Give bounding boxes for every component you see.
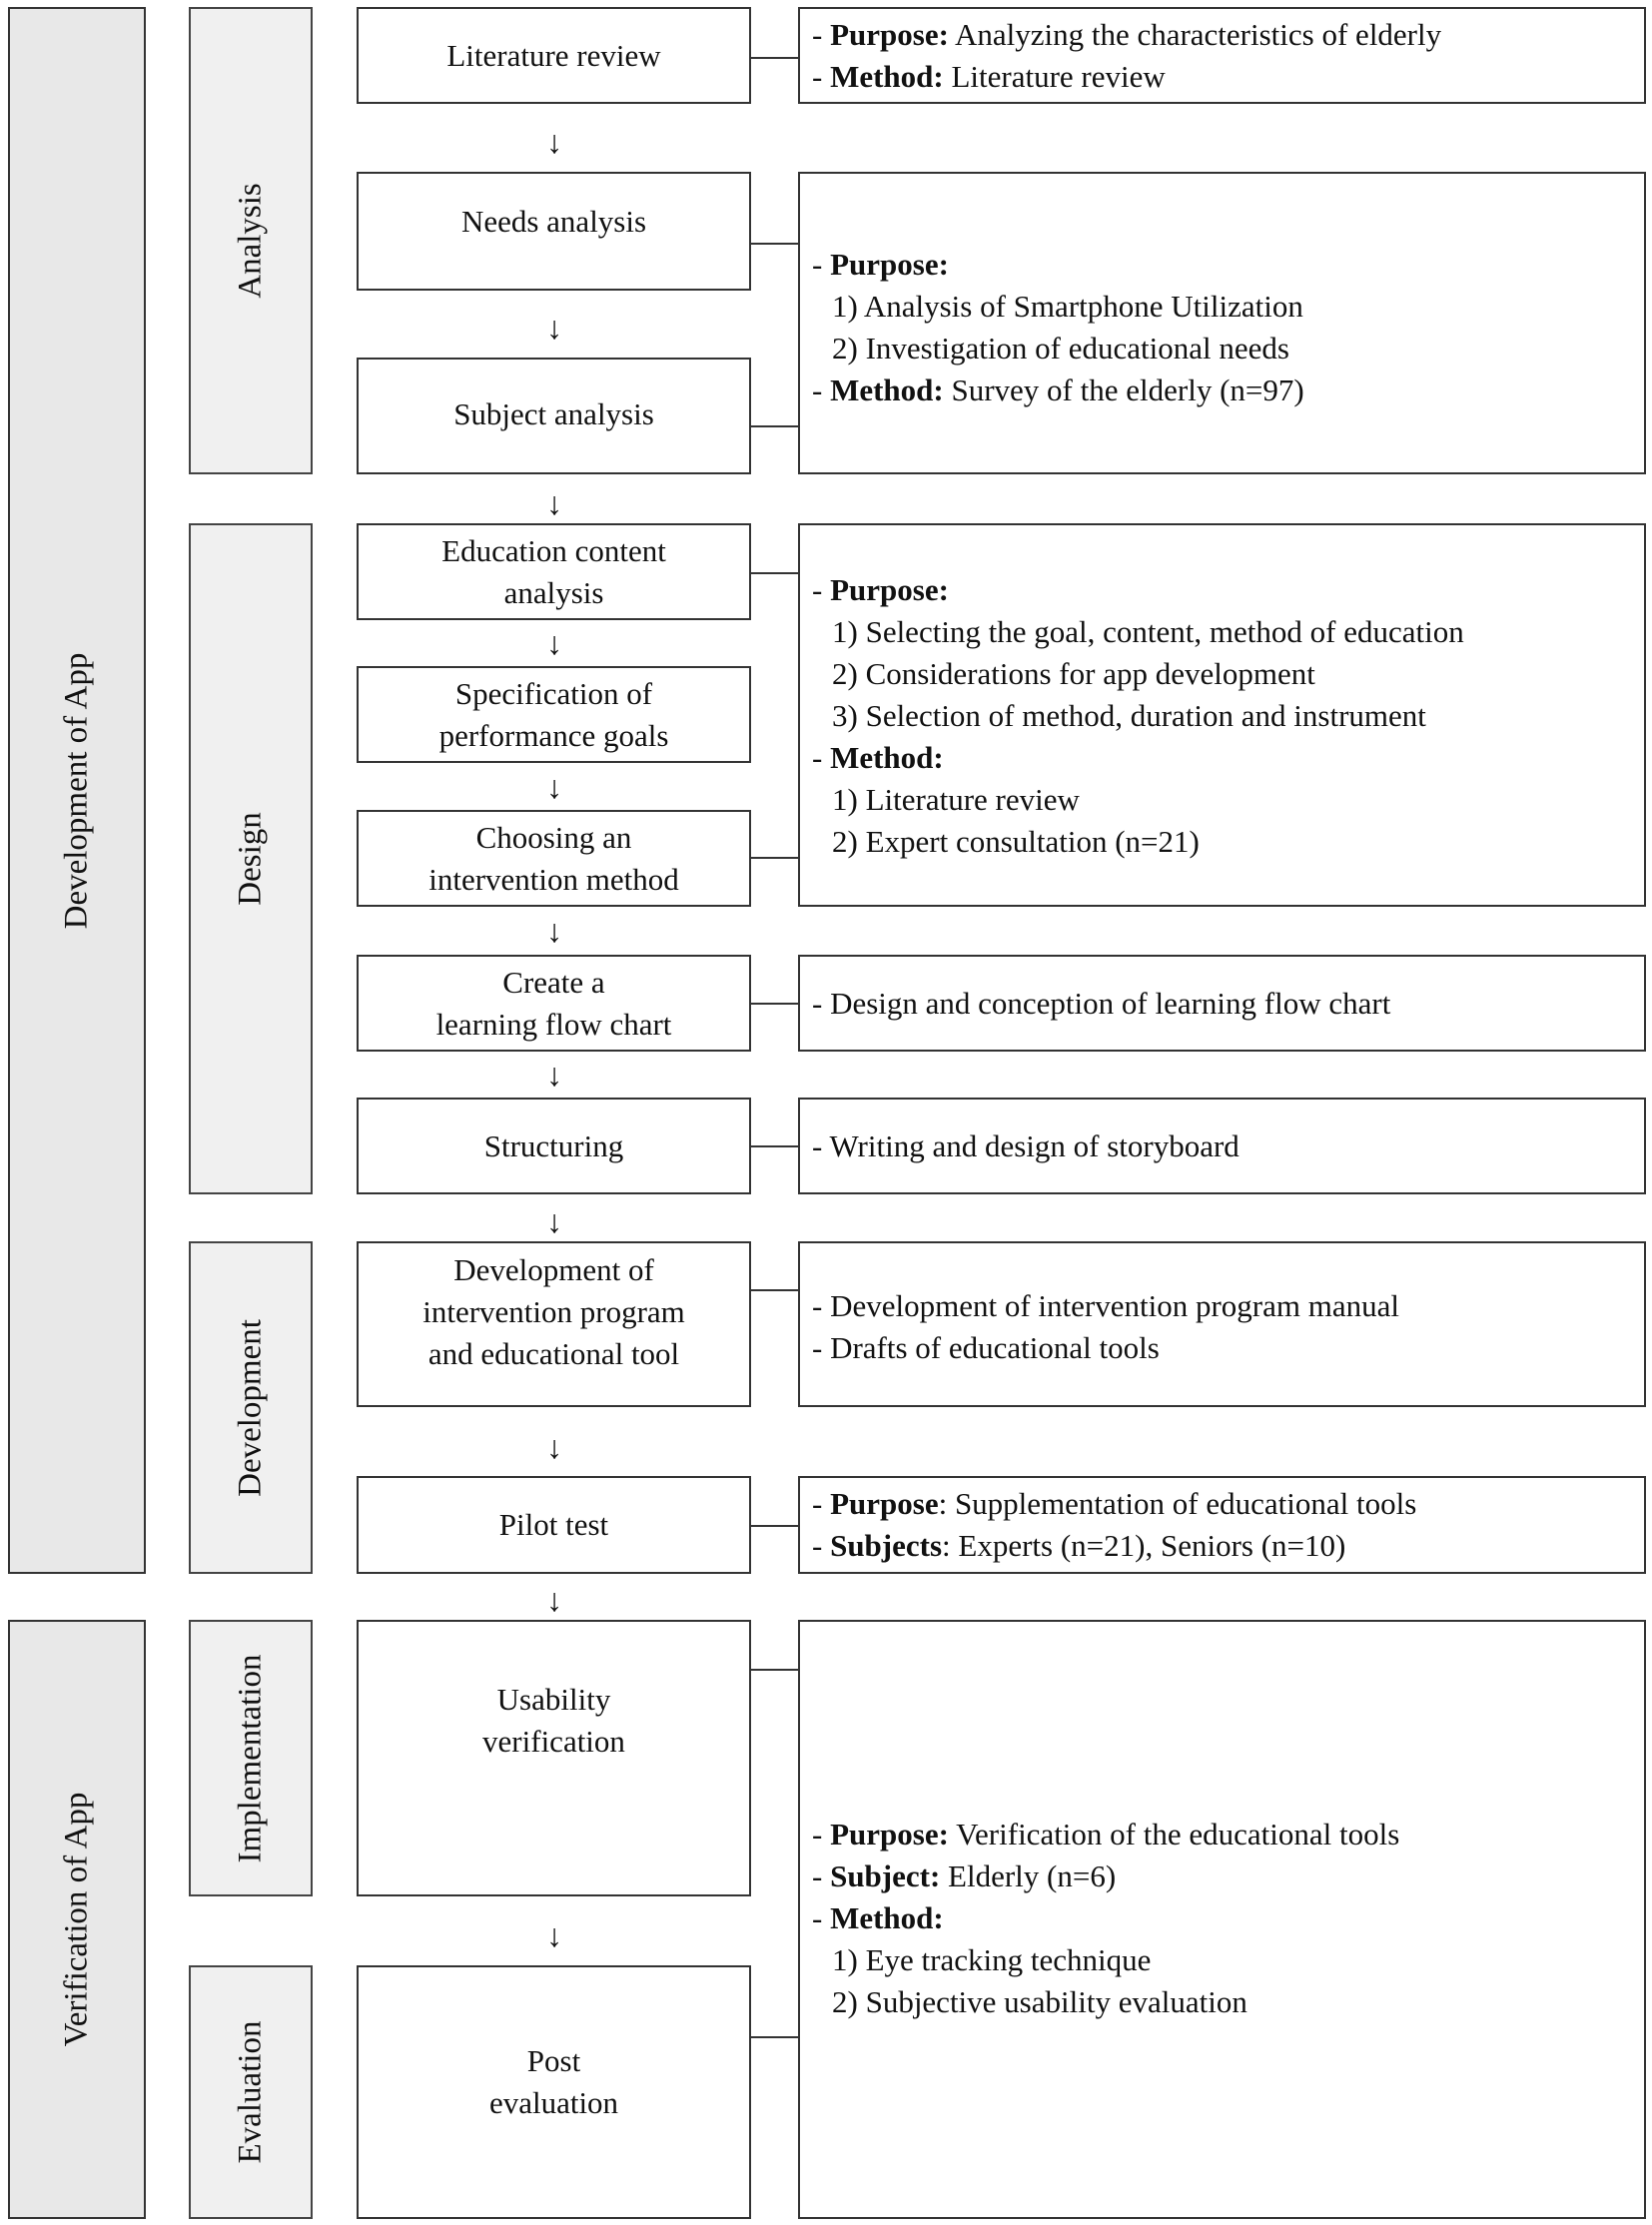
step-post-evaluation bbox=[357, 1965, 751, 2219]
detail-needs-subject-analysis bbox=[798, 172, 1646, 474]
detail-line: - Method: Literature review bbox=[812, 58, 1166, 94]
stage-label-analysis: Analysis bbox=[232, 183, 269, 299]
method-label: Method: bbox=[830, 372, 944, 407]
detail-pilot-test bbox=[798, 1476, 1646, 1574]
stage-label-design: Design bbox=[232, 812, 269, 906]
detail-line: - Purpose: bbox=[812, 247, 949, 282]
down-arrow-icon: ↓ bbox=[546, 1429, 562, 1465]
detail-line: - Purpose: Supplementation of educational tools bbox=[812, 1486, 1417, 1521]
detail-line: - Method: bbox=[812, 740, 944, 775]
step-usability-verification bbox=[357, 1620, 751, 1896]
detail-line: - Development of intervention program manual bbox=[812, 1288, 1399, 1323]
purpose-label: Purpose: bbox=[830, 16, 949, 52]
method-label: Method: bbox=[830, 58, 944, 94]
detail-line: - Purpose: Analyzing the characteristics of elderly bbox=[812, 16, 1442, 52]
step-label: Subject analysis bbox=[453, 395, 654, 431]
phase-label-verification: Verification of App bbox=[58, 1792, 95, 2047]
down-arrow-icon: ↓ bbox=[546, 485, 562, 521]
down-arrow-icon: ↓ bbox=[546, 625, 562, 661]
detail-design bbox=[798, 523, 1646, 907]
connector-line bbox=[751, 1003, 798, 1005]
detail-verification bbox=[798, 1620, 1646, 2219]
detail-literature-review bbox=[798, 7, 1646, 104]
purpose-label: Purpose: bbox=[830, 572, 949, 607]
down-arrow-icon: ↓ bbox=[546, 1582, 562, 1618]
step-structuring bbox=[357, 1098, 751, 1194]
method-text: Survey of the elderly (n=97) bbox=[943, 372, 1304, 407]
detail-line: - Purpose: bbox=[812, 572, 949, 607]
down-arrow-icon: ↓ bbox=[546, 1057, 562, 1093]
step-pilot-test bbox=[357, 1476, 751, 1574]
detail-line: - Drafts of educational tools bbox=[812, 1330, 1160, 1365]
detail-line: 2) Subjective usability evaluation bbox=[832, 1984, 1247, 2019]
step-needs-analysis bbox=[357, 172, 751, 291]
stage-design bbox=[189, 523, 313, 1194]
purpose-label: Purpose: bbox=[830, 247, 949, 282]
step-label: Usability verification bbox=[482, 1681, 625, 1759]
detail-learning-flow-chart bbox=[798, 955, 1646, 1052]
step-specification-of-performance-goals bbox=[357, 666, 751, 763]
detail-line: - Subject: Elderly (n=6) bbox=[812, 1858, 1117, 1893]
connector-line bbox=[751, 2036, 798, 2038]
purpose-text: : Supplementation of educational tools bbox=[938, 1486, 1417, 1521]
step-subject-analysis bbox=[357, 358, 751, 474]
detail-line: 2) Expert consultation (n=21) bbox=[832, 824, 1200, 859]
detail-line: - Design and conception of learning flow chart bbox=[812, 985, 1391, 1021]
connector-line bbox=[751, 1669, 798, 1671]
phase-verification-of-app bbox=[8, 1620, 146, 2219]
connector-line bbox=[751, 243, 798, 245]
method-label: Method: bbox=[830, 740, 944, 775]
step-label: Development of intervention program and educational tool bbox=[422, 1252, 685, 1371]
subject-label: Subject: bbox=[830, 1858, 941, 1893]
purpose-label: Purpose: bbox=[830, 1817, 949, 1852]
step-literature-review bbox=[357, 7, 751, 104]
stage-label-evaluation: Evaluation bbox=[232, 2020, 269, 2164]
connector-line bbox=[751, 1145, 798, 1147]
step-label: Post evaluation bbox=[488, 2043, 619, 2120]
step-label: Structuring bbox=[483, 1127, 624, 1163]
stage-development bbox=[189, 1241, 313, 1574]
connector-line bbox=[751, 1289, 798, 1291]
detail-line: 1) Selecting the goal, content, method of education bbox=[832, 614, 1464, 649]
stage-evaluation bbox=[189, 1965, 313, 2219]
detail-line: - Method: Survey of the elderly (n=97) bbox=[812, 372, 1304, 407]
step-label: Literature review bbox=[446, 37, 661, 73]
detail-line: 1) Eye tracking technique bbox=[832, 1942, 1152, 1977]
step-label: Education content analysis bbox=[441, 532, 666, 610]
detail-line: - Writing and design of storyboard bbox=[812, 1127, 1239, 1163]
down-arrow-icon: ↓ bbox=[546, 1917, 562, 1953]
detail-line: - Purpose: Verification of the educational tools bbox=[812, 1817, 1400, 1852]
stage-analysis bbox=[189, 7, 313, 474]
detail-line: 1) Analysis of Smartphone Utilization bbox=[832, 289, 1303, 324]
subject-text: Elderly (n=6) bbox=[940, 1858, 1117, 1893]
connector-line bbox=[751, 1525, 798, 1527]
down-arrow-icon: ↓ bbox=[546, 1203, 562, 1239]
step-choosing-intervention-method bbox=[357, 810, 751, 907]
connector-line bbox=[751, 857, 798, 859]
phase-development-of-app bbox=[8, 7, 146, 1574]
step-label: Choosing an intervention method bbox=[428, 819, 679, 897]
step-label: Pilot test bbox=[498, 1507, 609, 1543]
connector-line bbox=[751, 425, 798, 427]
method-text: Literature review bbox=[943, 58, 1166, 94]
down-arrow-icon: ↓ bbox=[546, 769, 562, 805]
detail-line: 2) Investigation of educational needs bbox=[832, 331, 1289, 366]
connector-line bbox=[751, 572, 798, 574]
subjects-text: : Experts (n=21), Seniors (n=10) bbox=[942, 1528, 1346, 1563]
detail-development bbox=[798, 1241, 1646, 1407]
step-label: Create a learning flow chart bbox=[435, 964, 672, 1042]
detail-line: 1) Literature review bbox=[832, 782, 1080, 817]
stage-label-development: Development bbox=[232, 1318, 269, 1497]
method-label: Method: bbox=[830, 1900, 944, 1935]
step-label: Needs analysis bbox=[460, 203, 647, 239]
step-development-of-program-and-tool bbox=[357, 1241, 751, 1407]
purpose-text: Verification of the educational tools bbox=[948, 1817, 1400, 1852]
detail-line: - Method: bbox=[812, 1900, 944, 1935]
down-arrow-icon: ↓ bbox=[546, 124, 562, 160]
step-education-content-analysis bbox=[357, 523, 751, 620]
detail-line: 2) Considerations for app development bbox=[832, 656, 1315, 691]
stage-label-implementation: Implementation bbox=[232, 1654, 269, 1862]
detail-line: - Subjects: Experts (n=21), Seniors (n=10) bbox=[812, 1528, 1346, 1563]
connector-line bbox=[751, 57, 798, 59]
subjects-label: Subjects bbox=[830, 1528, 943, 1563]
down-arrow-icon: ↓ bbox=[546, 310, 562, 346]
purpose-text: Analyzing the characteristics of elderly bbox=[948, 16, 1442, 52]
purpose-label: Purpose bbox=[830, 1486, 939, 1521]
step-label: Specification of performance goals bbox=[438, 675, 669, 753]
down-arrow-icon: ↓ bbox=[546, 913, 562, 949]
detail-structuring bbox=[798, 1098, 1646, 1194]
step-create-learning-flow-chart bbox=[357, 955, 751, 1052]
stage-implementation bbox=[189, 1620, 313, 1896]
phase-label-development: Development of App bbox=[58, 652, 95, 929]
detail-line: 3) Selection of method, duration and instrument bbox=[832, 698, 1426, 733]
